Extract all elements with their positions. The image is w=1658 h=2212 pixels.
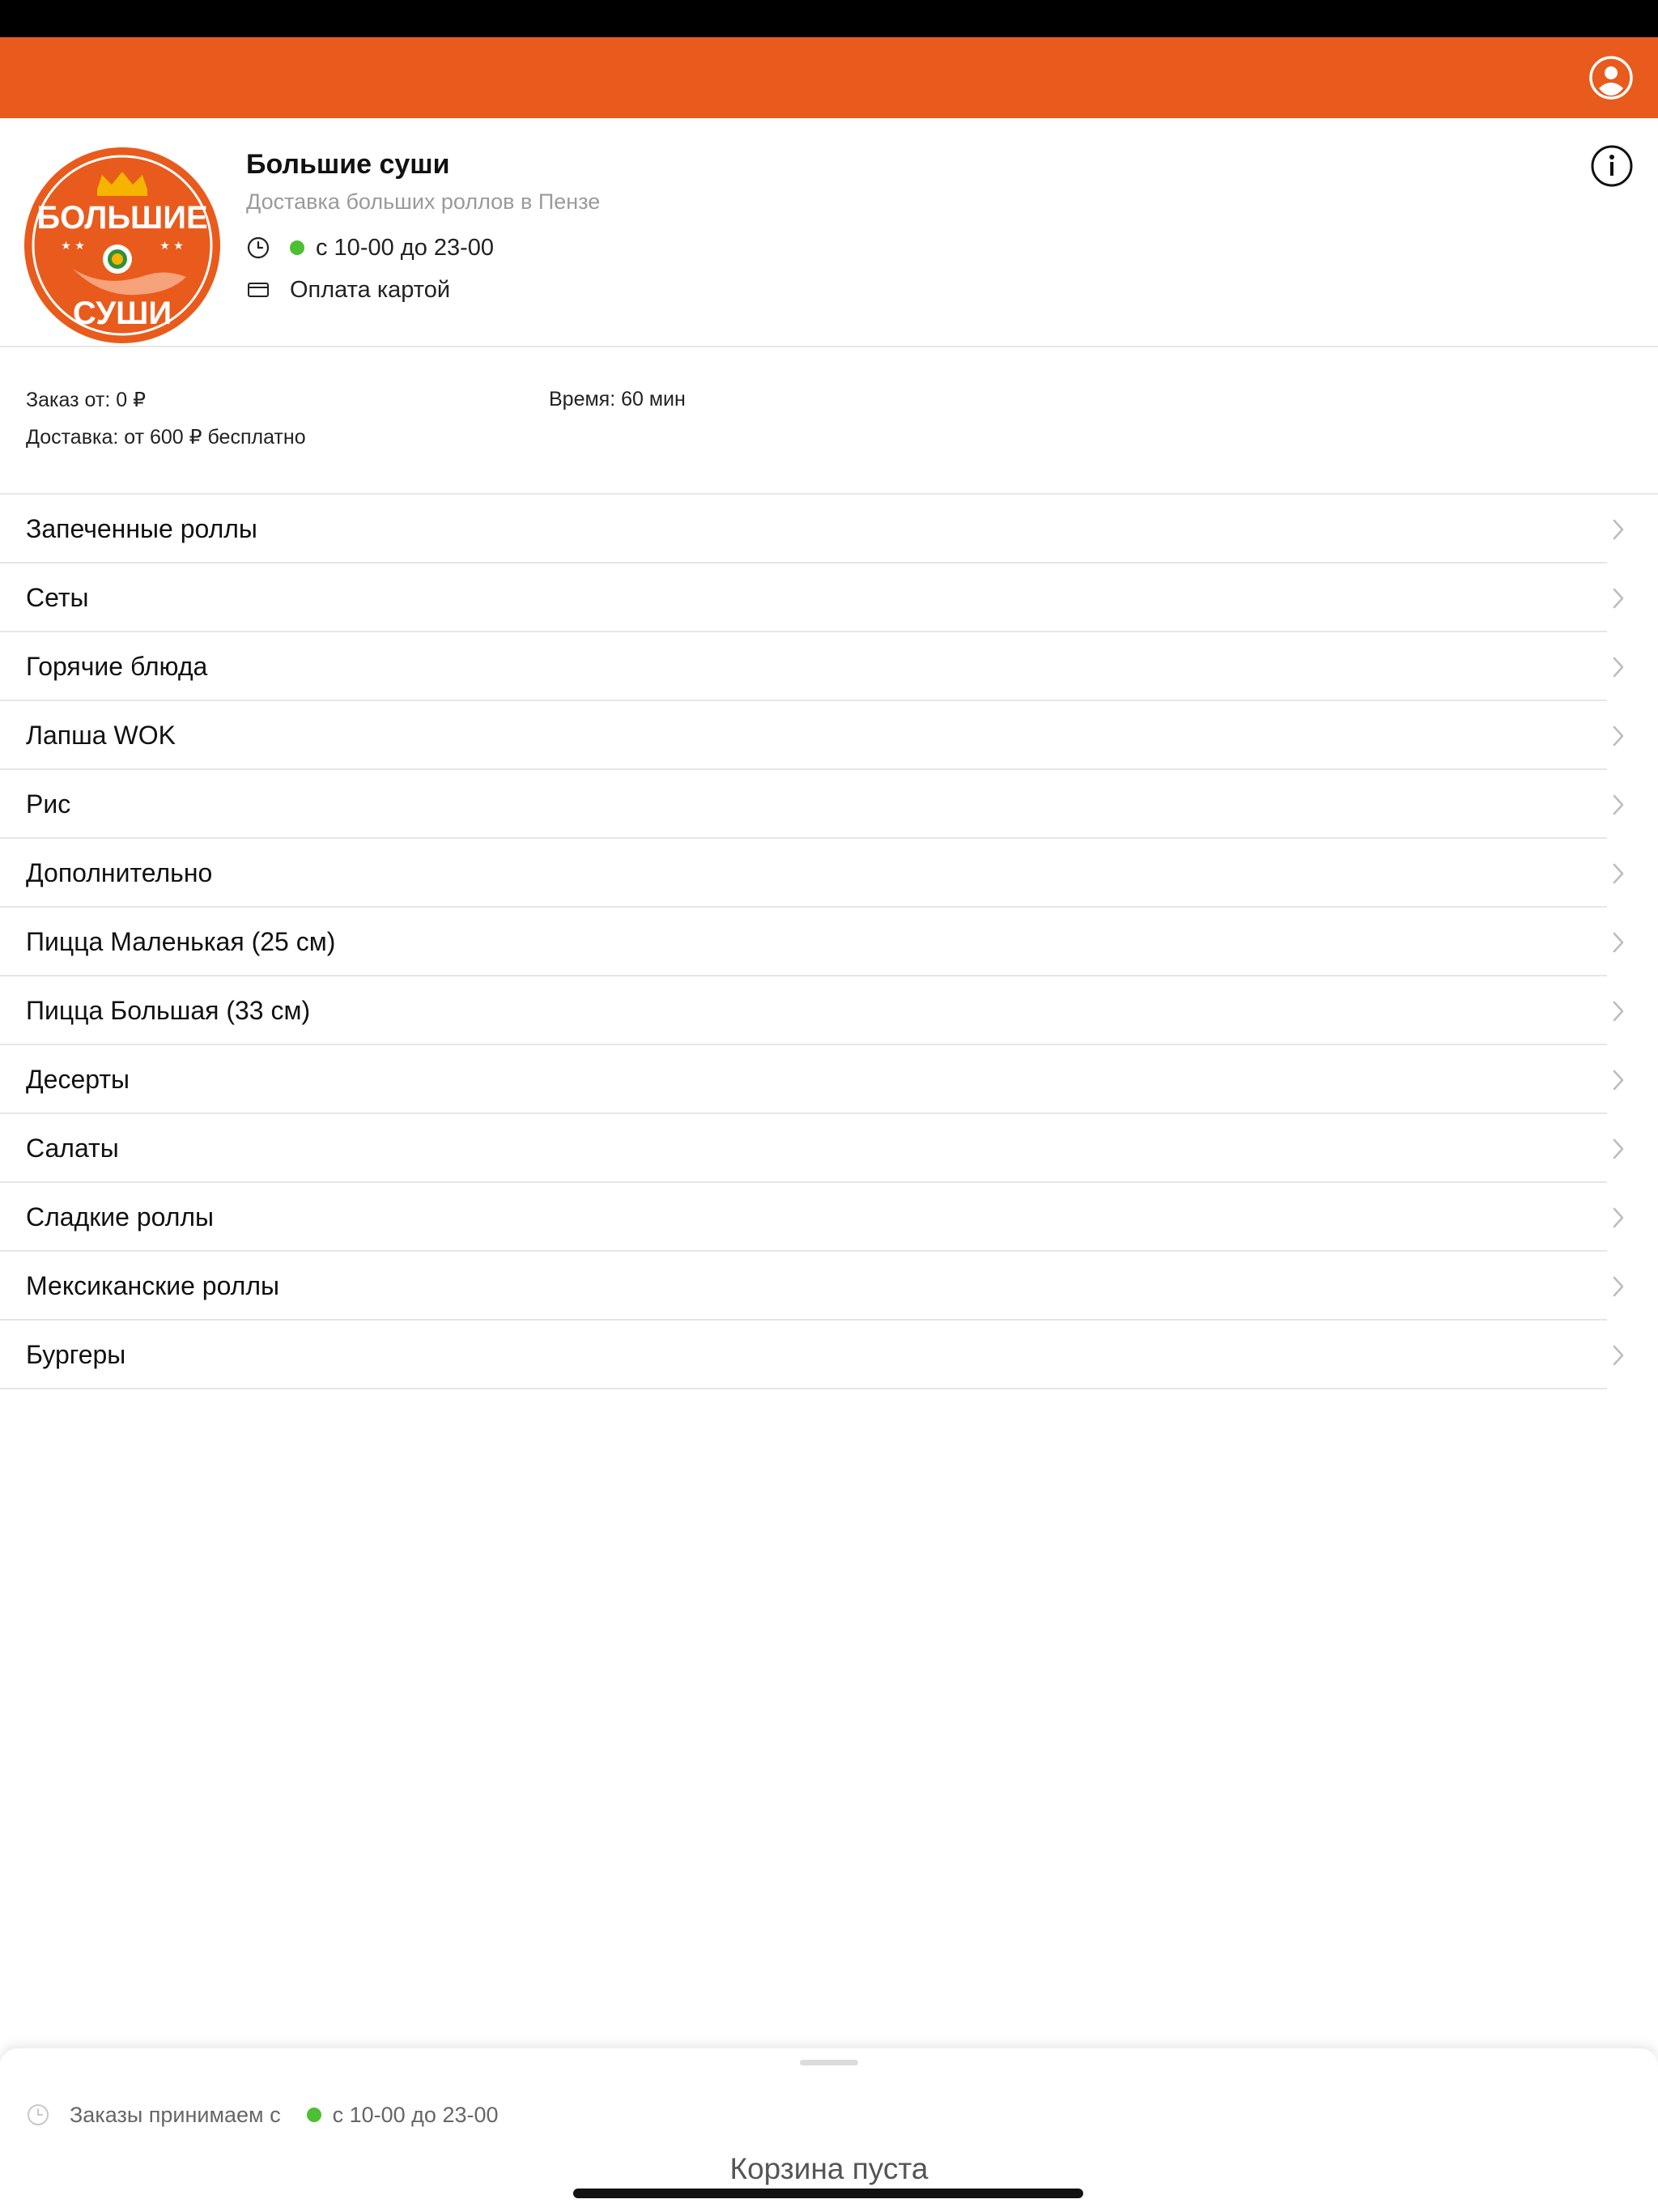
menu-category-item[interactable]	[0, 770, 1607, 839]
menu-category-item[interactable]	[0, 495, 1607, 564]
menu-category-label: Бургеры	[26, 1340, 126, 1369]
chevron-right-icon	[1607, 1183, 1630, 1252]
menu-category-item[interactable]	[0, 976, 1607, 1045]
menu-category-item[interactable]	[0, 1183, 1607, 1252]
chevron-right-icon	[1607, 976, 1630, 1045]
person-circle-icon[interactable]	[1588, 55, 1634, 100]
restaurant-logo	[24, 147, 220, 343]
chevron-right-icon	[1607, 839, 1630, 908]
menu-category-label: Запеченные роллы	[26, 514, 257, 543]
menu-category-label: Рис	[26, 789, 71, 819]
chevron-right-icon	[1607, 1045, 1630, 1114]
payment-row	[246, 274, 450, 306]
order-hours-row	[26, 2099, 499, 2131]
menu-category-label: Пицца Большая (33 см)	[26, 996, 311, 1025]
restaurant-header	[0, 118, 1658, 347]
menu-category-item[interactable]	[0, 908, 1607, 976]
menu-category-item[interactable]	[0, 1045, 1607, 1114]
menu-category-label: Лапша WOK	[26, 721, 176, 750]
orders-hours: с 10-00 до 23-00	[332, 2102, 499, 2127]
cart-status[interactable]: Корзина пуста	[729, 2152, 929, 2185]
card-icon	[246, 278, 270, 302]
menu-category-label: Мексиканские роллы	[26, 1271, 280, 1300]
clock-icon	[246, 236, 270, 260]
svg-text:★ ★: ★ ★	[159, 240, 184, 253]
cart-bottom-sheet[interactable]	[0, 2048, 1658, 2212]
svg-text:★ ★: ★ ★	[61, 240, 85, 253]
hours-text: с 10-00 до 23-00	[316, 234, 495, 261]
open-status-dot	[290, 240, 304, 255]
menu-category-label: Сеты	[26, 583, 89, 612]
status-bar	[0, 0, 1658, 37]
chevron-right-icon	[1607, 564, 1630, 632]
menu-category-label: Дополнительно	[26, 858, 213, 887]
menu-category-label: Салаты	[26, 1134, 119, 1163]
chevron-right-icon	[1607, 701, 1630, 770]
home-indicator	[573, 2189, 1083, 2198]
menu-category-item[interactable]	[0, 564, 1607, 632]
chevron-right-icon	[1607, 632, 1630, 701]
chevron-right-icon	[1607, 1252, 1630, 1321]
menu-category-item[interactable]	[0, 701, 1607, 770]
menu-category-item[interactable]	[0, 839, 1607, 908]
chevron-right-icon	[1607, 770, 1630, 839]
menu-category-label: Сладкие роллы	[26, 1202, 215, 1231]
menu-category-item[interactable]	[0, 1252, 1607, 1321]
menu-category-item[interactable]	[0, 1114, 1607, 1183]
sheet-grabber[interactable]	[800, 2060, 858, 2065]
menu-category-list	[0, 495, 1658, 1389]
menu-category-item[interactable]	[0, 1321, 1607, 1389]
chevron-right-icon	[1607, 908, 1630, 976]
min-order-text: Заказ от: 0 ₽	[26, 389, 146, 411]
clock-icon	[26, 2103, 50, 2127]
delivery-time-text: Время: 60 мин	[549, 388, 686, 410]
orders-label: Заказы принимаем с	[70, 2102, 281, 2127]
open-status-dot	[307, 2108, 321, 2122]
delivery-text: Доставка: от 600 ₽ бесплатно	[26, 426, 306, 449]
logo-text-top: БОЛЬШИЕ	[36, 200, 208, 236]
chevron-right-icon	[1607, 1321, 1630, 1389]
delivery-conditions	[0, 347, 1658, 495]
chevron-right-icon	[1607, 495, 1630, 564]
info-icon[interactable]	[1590, 144, 1634, 188]
chevron-right-icon	[1607, 1114, 1630, 1183]
app-bar	[0, 37, 1658, 118]
restaurant-description: Доставка больших роллов в Пензе	[246, 189, 601, 214]
hours-row	[246, 232, 494, 264]
menu-category-label: Десерты	[26, 1065, 130, 1094]
payment-text: Оплата картой	[290, 276, 451, 303]
logo-text-bottom: СУШИ	[72, 296, 172, 331]
menu-category-label: Горячие блюда	[26, 652, 208, 681]
menu-category-item[interactable]	[0, 632, 1607, 701]
restaurant-name: Большие суши	[246, 149, 450, 180]
menu-category-label: Пицца Маленькая (25 см)	[26, 927, 336, 956]
